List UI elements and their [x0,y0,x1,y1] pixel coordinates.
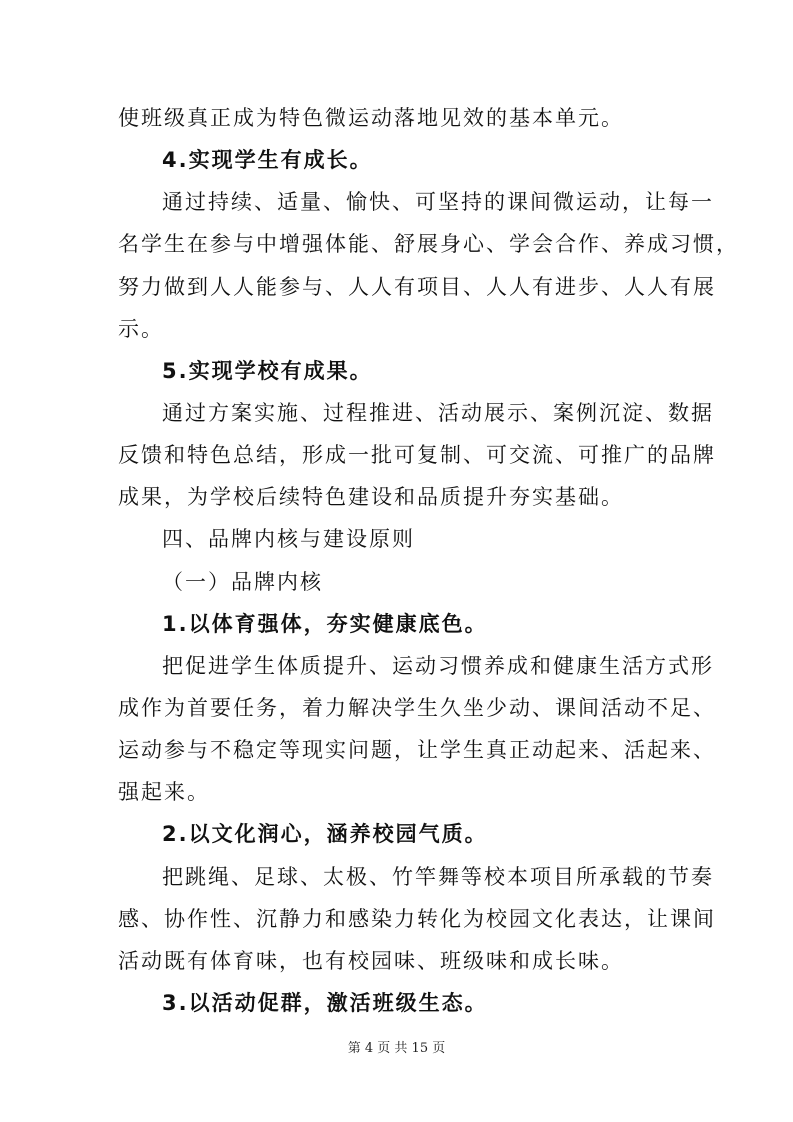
paragraph-line: 示。 [118,317,164,341]
page-footer: 第 4 页 共 15 页 [347,1041,446,1056]
paragraph-line: 活动既有体育味，也有校园味、班级味和成长味。 [118,949,624,973]
paragraph-line: 把跳绳、足球、太极、竹竿舞等校本项目所承载的节奏 [162,865,714,889]
chapter-heading: 四、品牌内核与建设原则 [162,527,415,551]
paragraph-line: 成果，为学校后续特色建设和品质提升夯实基础。 [118,485,624,509]
paragraph-line: 把促进学生体质提升、运动习惯养成和健康生活方式形 [162,654,714,678]
paragraph-line: 强起来。 [118,780,210,804]
paragraph-line: 努力做到人人能参与、人人有项目、人人有进步、人人有展 [118,275,716,299]
paragraph-line: 使班级真正成为特色微运动落地见效的基本单元。 [118,106,624,130]
paragraph-line: 通过持续、适量、愉快、可坚持的课间微运动，让每一 [162,190,714,214]
paragraph-line: 感、协作性、沉静力和感染力转化为校园文化表达，让课间 [118,907,716,931]
section-heading: 3.以活动促群，激活班级生态。 [162,991,488,1015]
paragraph-line: 通过方案实施、过程推进、活动展示、案例沉淀、数据 [162,401,714,425]
subchapter-heading: （一）品牌内核 [162,570,323,594]
section-heading: 4.实现学生有成长。 [162,148,373,172]
paragraph-line: 运动参与不稳定等现实问题，让学生真正动起来、活起来、 [118,738,716,762]
section-heading: 2.以文化润心，涵养校园气质。 [162,822,488,846]
paragraph-line: 名学生在参与中增强体能、舒展身心、学会合作、养成习惯， [118,232,739,256]
paragraph-line: 反馈和特色总结，形成一批可复制、可交流、可推广的品牌 [118,443,716,467]
section-heading: 5.实现学校有成果。 [162,359,373,383]
section-heading: 1.以体育强体，夯实健康底色。 [162,612,488,636]
paragraph-line: 成作为首要任务，着力解决学生久坐少动、课间活动不足、 [118,696,716,720]
